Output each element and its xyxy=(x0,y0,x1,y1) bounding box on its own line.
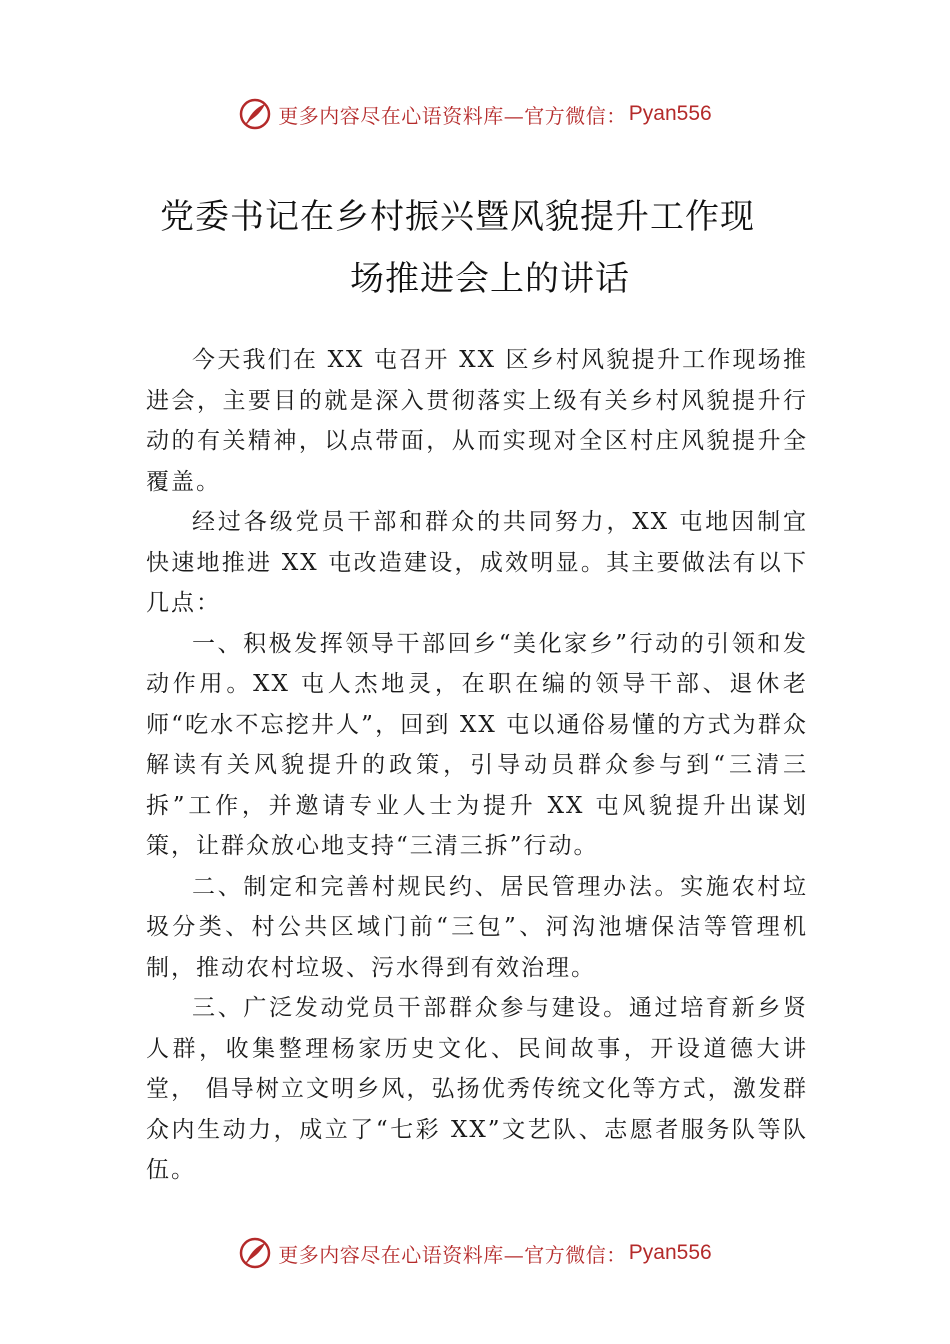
title-line-2: 场推进会上的讲话 xyxy=(350,259,630,299)
paragraph: 三、广泛发动党员干部群众参与建设。通过培育新乡贤人群，收集整理杨家历史文化、民间故事，开设道德大讲堂， 倡导树立文明乡风，弘扬优秀传统文化等方式，激发群众内生动力，成立了“七彩 XX”文艺队、志愿者服务队等队伍。 xyxy=(146,995,808,1183)
footer-banner xyxy=(0,1233,950,1273)
paragraph: 经过各级党员干部和群众的共同努力，XX 屯地因制宜快速地推进 XX 屯改造建设，成效明显。其主要做法有以下几点： xyxy=(146,509,808,616)
feather-logo-icon xyxy=(238,1236,272,1270)
document-body xyxy=(146,340,808,1191)
document-title xyxy=(140,186,820,310)
header-banner xyxy=(0,94,950,134)
feather-logo-icon xyxy=(238,97,272,131)
footer-wechat-id: Pyan556 xyxy=(628,1241,712,1264)
paragraph: 二、制定和完善村规民约、居民管理办法。实施农村垃圾分类、村公共区域门前“三包”、河沟池塘保洁等管理机制，推动农村垃圾、污水得到有效治理。 xyxy=(146,873,808,981)
paragraph: 一、积极发挥领导干部回乡“美化家乡”行动的引领和发动作用。XX 屯人杰地灵，在职在编的领导干部、退休老师“吃水不忘挖井人”，回到 XX 屯以通俗易懂的方式为群众解读有关风貌提升的政策，引导动员群众参与到“三清三拆”工作，并邀请专业人士为提升 XX 屯风貌提升出谋划策，让群众放心地支持“三清三拆”行动。 xyxy=(146,630,808,859)
paragraph: 今天我们在 XX 屯召开 XX 区乡村风貌提升工作现场推进会，主要目的就是深入贯彻落实上级有关乡村风貌提升行动的有关精神，以点带面，从而实现对全区村庄风貌提升全覆盖。 xyxy=(146,347,808,495)
footer-slogan: 更多内容尽在心语资料库—官方微信： xyxy=(278,1242,627,1267)
header-slogan: 更多内容尽在心语资料库—官方微信： xyxy=(278,103,627,128)
title-line-1: 党委书记在乡村振兴暨风貌提升工作现 xyxy=(160,197,755,237)
header-wechat-id: Pyan556 xyxy=(628,102,712,125)
